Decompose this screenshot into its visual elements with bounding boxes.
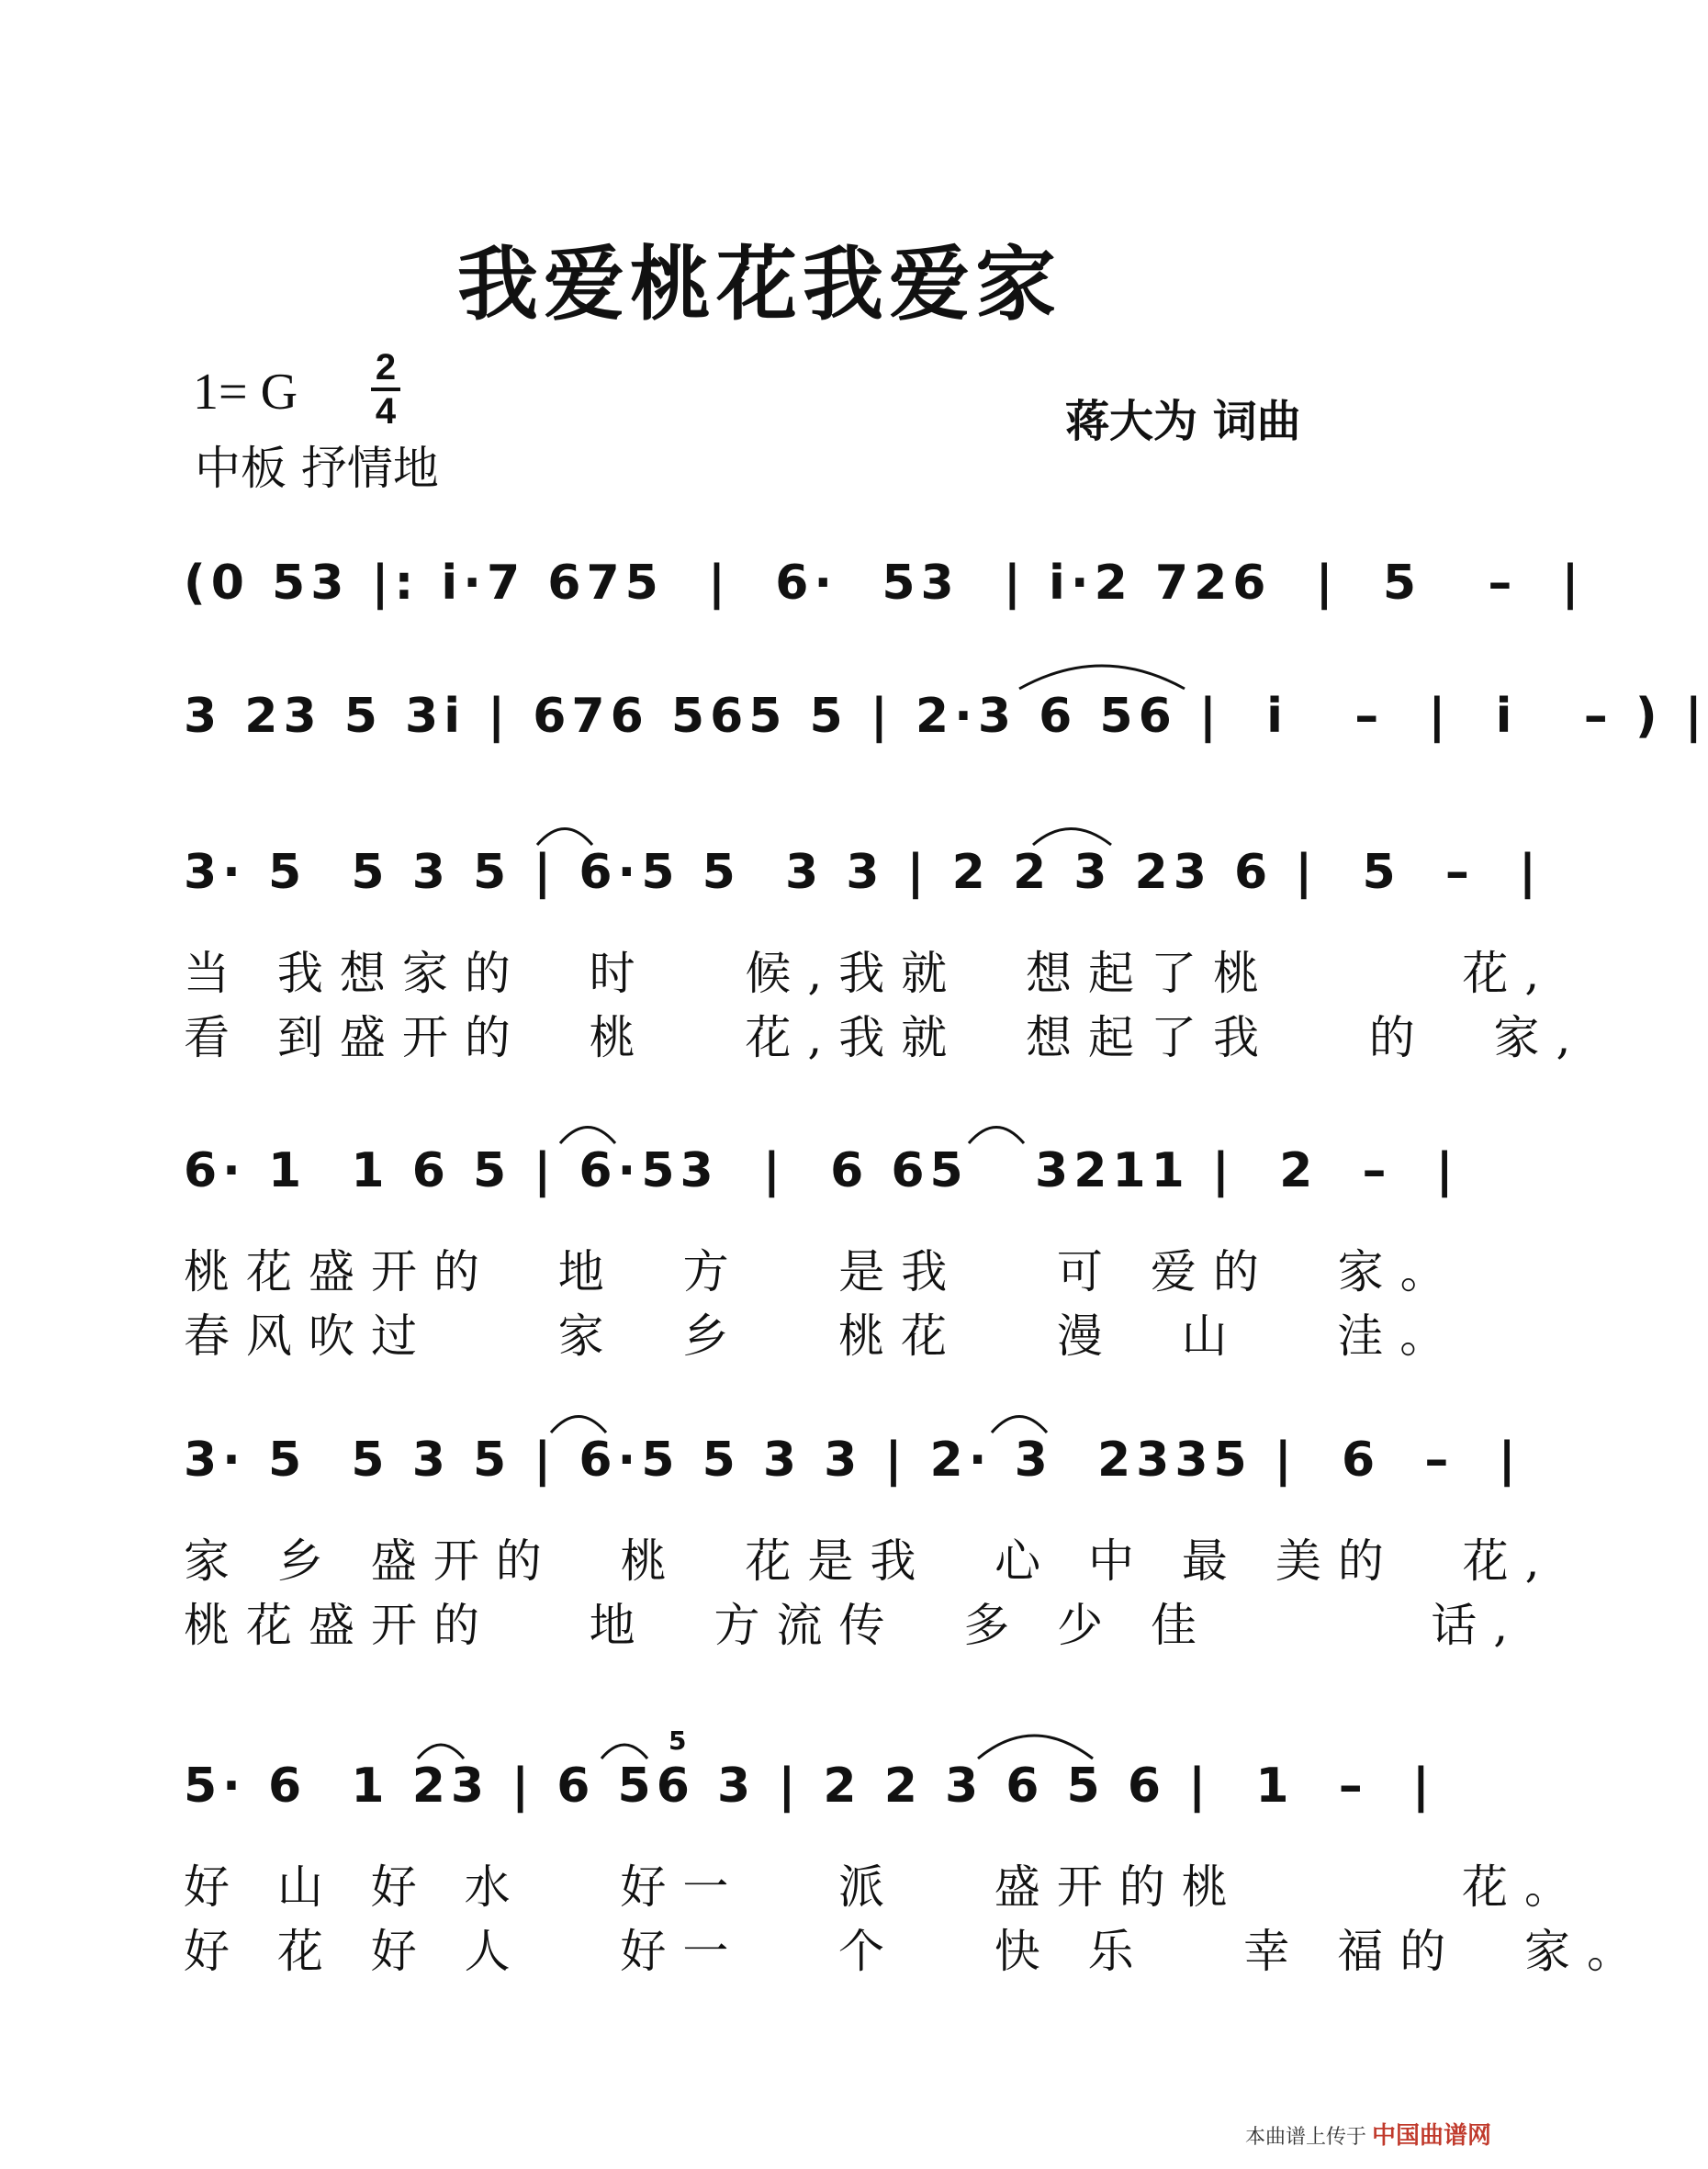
slur-line-3b: [1033, 829, 1111, 846]
notes-line-6: 5· 6 1 23 | 6 56 3 | 2 2 3 6 5 6 | 1 – |: [184, 1759, 1435, 1814]
slur-line-5a: [551, 1417, 606, 1433]
notes-line-5: 3· 5 5 3 5 | 6·5 5 3 3 | 2· 3 2335 | 6 – |: [184, 1433, 1522, 1488]
lyric-3-verse-2: 看 到盛开的 桃 花,我就 想起了我 的 家,: [184, 1011, 1588, 1064]
slur-line-4b: [969, 1128, 1024, 1144]
lyric-6-verse-2: 好 花 好 人 好一 个 快 乐 幸 福的 家。: [184, 1925, 1649, 1978]
notes-line-3: 3· 5 5 3 5 | 6·5 5 3 3 | 2 2 3 23 6 | 5 – |: [184, 845, 1543, 900]
slur-line-3a: [537, 829, 592, 846]
tie-line-6: [978, 1736, 1093, 1759]
notes-line-4: 6· 1 1 6 5 | 6·53 | 6 65 3211 | 2 – |: [184, 1143, 1459, 1198]
composer-credit: 蒋大为 词曲: [1065, 396, 1301, 447]
grace-note: 5: [669, 1725, 687, 1756]
slur-line-5b: [992, 1417, 1047, 1433]
lyric-5-verse-2: 桃花盛开的 地 方流传 多 少 佳 话,: [184, 1599, 1525, 1652]
lyric-4-verse-2: 春风吹过 家 乡 桃花 漫 山 洼。: [184, 1309, 1463, 1363]
slur-line-6a: [418, 1745, 464, 1759]
slur-line-4a: [560, 1128, 615, 1144]
footer-brand[interactable]: 中国曲谱网: [1371, 2122, 1491, 2150]
meter-bottom: 4: [375, 391, 397, 432]
lyric-4-verse-1: 桃花盛开的 地 方 是我 可 爱的 家。: [184, 1245, 1463, 1298]
tie-line-2: [1019, 666, 1185, 689]
site-footer: [1245, 2117, 1491, 2151]
tempo-marking: 中板 抒情地: [195, 442, 439, 495]
lyric-3-verse-1: 当 我想家的 时 候,我就 想起了桃 花,: [184, 947, 1556, 1000]
notes-line-2: 3 23 5 3i | 676 565 5 | 2·3 6 56 | i – | i – ) |: [184, 689, 1708, 744]
lyric-6-verse-1: 好 山 好 水 好一 派 盛开的桃 花。: [184, 1860, 1587, 1914]
meter-top: 2: [375, 347, 397, 388]
slur-line-6b: [601, 1745, 647, 1759]
footer-prefix: 本曲谱上传于: [1244, 2126, 1366, 2149]
key-signature: 1= G: [193, 364, 298, 421]
notes-line-1: (0 53 |: i·7 675 | 6· 53 | i·2 726 | 5 – |: [184, 556, 1585, 611]
lyric-5-verse-1: 家 乡 盛开的 桃 花是我 心 中 最 美的 花,: [184, 1534, 1556, 1588]
song-title: 我爱桃花我爱家: [456, 236, 1062, 332]
